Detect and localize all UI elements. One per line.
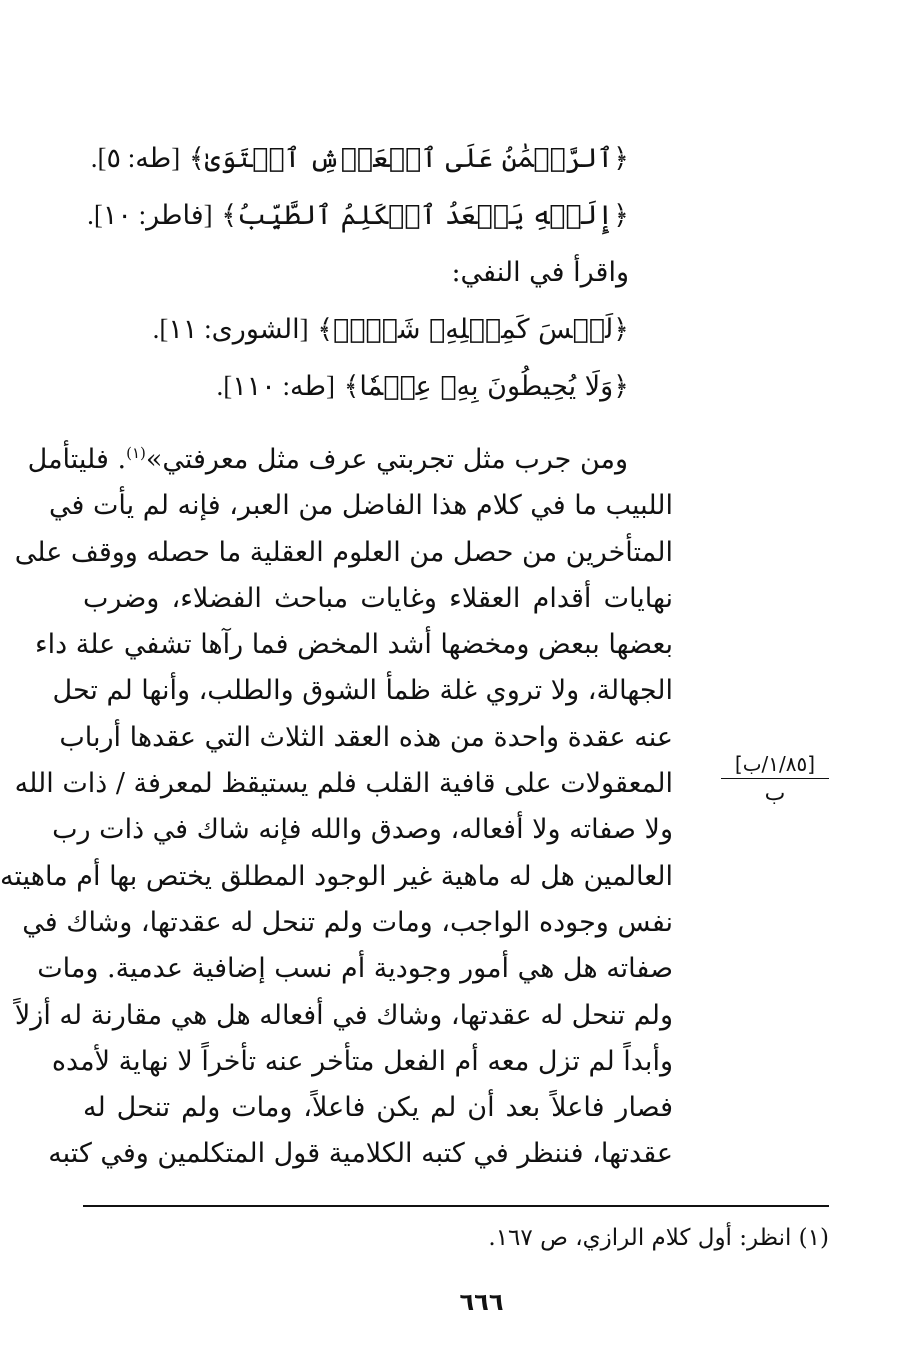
ornate-bracket-close-icon: ﴾: [188, 143, 205, 174]
text-line: فصار فاعلاً بعد أن لم يكن فاعلاً، ومات ولم تنحل له: [83, 1092, 673, 1124]
ornate-bracket-open-icon: ﴿: [613, 143, 629, 174]
text-line-content: ومن جرب مثل تجربتي عرف مثل معرفتي»: [145, 444, 628, 475]
negation-intro: واقرأ في النفي:: [451, 257, 629, 288]
text-line: عقدتها، فننظر في كتبه الكلامية قول المتكلمين وفي كتبه: [48, 1138, 673, 1170]
manuscript-folio-reference: [١/٨٥/ب]: [721, 752, 829, 779]
ornate-bracket-open-icon: ﴿: [613, 314, 629, 345]
text-line-tail: . فليتأمل: [27, 444, 127, 475]
manuscript-side-label: ب: [764, 781, 786, 806]
footnote: (١) انظر: أول كلام الرازي، ص ١٦٧.: [488, 1225, 829, 1251]
verse-reference: [الشورى: ١١].: [152, 314, 309, 344]
verse-line: [152, 301, 629, 358]
text-line: ولا صفاته ولا أفعاله، وصدق والله فإنه شاك في ذات رب: [52, 814, 673, 846]
text-line: [27, 437, 673, 483]
main-text: [0, 437, 673, 1178]
text-line: نفس وجوده الواجب، ومات ولم تنحل له عقدتها، وشاك في: [22, 906, 673, 938]
verse-reference: [طه: ١١٠].: [216, 371, 335, 401]
footnote-divider: [83, 1205, 829, 1207]
ornate-bracket-close-icon: ﴾: [317, 314, 334, 345]
text-line: العالمين هل له ماهية غير الوجود المطلق يختص بها أم ماهيته: [0, 860, 673, 892]
text-line: نهايات أقدام العقلاء وغايات مباحث الفضلاء، وضرب: [83, 582, 673, 614]
verse-line: [189, 358, 629, 415]
affirmation-verses: [87, 130, 629, 415]
page-number: ٦٦٦: [459, 1288, 504, 1316]
text-line: وأبداً لم تزل معه أم الفعل متأخر عنه تأخراً لا نهاية لأمده: [51, 1045, 673, 1077]
verse-line: [90, 130, 629, 187]
text-line: صفاته هل هي أمور وجودية أم نسب إضافية عدمية. ومات: [37, 953, 673, 985]
verse-line: [87, 187, 629, 244]
text-line: بعضها ببعض ومخضها أشد المخض فما رآها تشفي علة داء: [34, 629, 673, 661]
footnote-marker[interactable]: (١): [126, 444, 146, 462]
verse-text: لَيۡسَ كَمِثۡلِهِۦ شَيۡءٞ: [333, 314, 614, 345]
ornate-bracket-open-icon: ﴿: [613, 371, 629, 402]
text-line: الجهالة، ولا تروي غلة ظمأ الشوق والطلب، وأنها لم تحل: [52, 675, 673, 707]
verse-text: ٱلرَّحۡمَٰنُ عَلَى ٱلۡعَرۡشِ ٱسۡتَوَىٰ: [204, 143, 614, 174]
verse-reference: [طه: ٥].: [90, 143, 181, 173]
ornate-bracket-close-icon: ﴾: [343, 371, 360, 402]
verse-text: إِلَيۡهِ يَصۡعَدُ ٱلۡكَلِمُ ٱلطَّيِّبُ: [237, 200, 614, 231]
text-line: المتأخرين من حصل من العلوم العقلية ما حصله ووقف على: [14, 536, 673, 568]
text-line: عنه عقدة واحدة من هذه العقد الثلاث التي عقدها أرباب: [59, 721, 673, 753]
ornate-bracket-open-icon: ﴿: [613, 200, 629, 231]
verse-text: وَلَا يُحِيطُونَ بِهِۦ عِلۡمٗا: [359, 371, 614, 402]
manuscript-margin-note: [721, 752, 829, 809]
ornate-bracket-close-icon: ﴾: [221, 200, 238, 231]
text-line: ولم تنحل له عقدتها، وشاك في أفعاله هل هي مقارنة له أزلاً: [14, 999, 673, 1031]
verse-reference: [فاطر: ١٠].: [87, 200, 213, 230]
text-line: المعقولات على قافية القلب فلم يستيقظ لمعرفة / ذات الله: [14, 768, 673, 800]
text-line: اللبيب ما في كلام هذا الفاضل من العبر، فإنه لم يأت في: [49, 490, 673, 522]
